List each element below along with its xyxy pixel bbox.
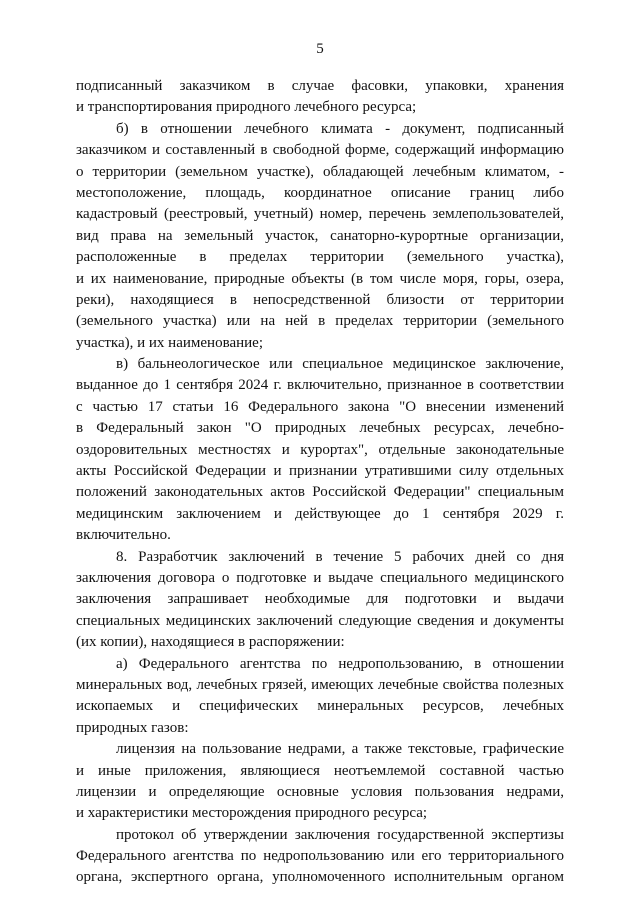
text-line: заключения запрашивает необходимые для подготовки и выдачи [76,591,564,608]
text-line: местоположение, площадь, координатное описание границ либо [76,184,564,201]
text-line: акты Российской Федерации и признании утратившими силу отдельных [76,463,564,480]
text-line: и иные приложения, являющиеся неотъемлемой составной частью [76,762,564,779]
text-line: 8. Разработчик заключений в течение 5 рабочих дней со дня [116,548,564,565]
text-line: оздоровительных местностях и курортах", отдельные законодательные [76,441,564,458]
text-line: заказчиком и составленный в свободной форме, содержащий информацию [76,142,564,159]
text-line: ископаемых и специфических минеральных ресурсов, лечебных [76,698,564,715]
text-line: специальных медицинских заключений следующие сведения и документы [76,612,564,629]
text-line: с частью 17 статьи 16 Федерального закона "О внесении изменений [76,398,564,415]
text-line: минеральных вод, лечебных грязей, имеющих лечебные свойства полезных [76,676,564,693]
text-line: и их наименование, природные объекты (в том числе моря, горы, озера, [76,270,564,287]
text-line: медицинским заключением и действующее до 1 сентября 2029 г. [76,505,564,522]
text-line: вид права на земельный участок, санаторно-курортные организации, [76,227,564,244]
text-line: заключения договора о подготовке и выдаче специального медицинского [76,569,564,586]
text-line: Федерального агентства по недропользованию или его территориального [76,848,564,865]
text-line: б) в отношении лечебного климата - документ, подписанный [116,120,564,137]
text-line: и характеристики месторождения природного ресурса; [76,805,428,822]
text-line: (их копии), находящиеся в распоряжении: [76,634,345,651]
text-line: участка), и их наименование; [76,334,263,351]
text-line: включительно. [76,527,171,544]
text-line: лицензия на пользование недрами, а также текстовые, графические [116,741,564,758]
text-line: кадастровый (реестровый, учетный) номер, перечень землепользователей, [76,206,564,223]
text-line: реки), находящиеся в непосредственной близости от территории [76,291,564,308]
page-number: 5 [316,41,324,57]
text-line: в Федеральный закон "О природных лечебных ресурсах, лечебно- [76,420,564,437]
document-body [76,76,564,889]
text-line: природных газов: [76,719,189,736]
text-line: выданное до 1 сентября 2024 г. включительно, признанное в соответствии [76,377,564,394]
text-line: органа, экспертного органа, уполномоченного исполнительным органом [76,869,564,886]
text-line: (земельного участка) или на ней в пределах территории (земельного [76,313,564,330]
text-line: подписанный заказчиком в случае фасовки, упаковки, хранения [76,78,564,94]
text-line: а) Федерального агентства по недропользованию, в отношении [116,655,564,672]
text-line: положений законодательных актов Российской Федерации" специальным [76,484,564,501]
text-line: лицензии и определяющие основные условия пользования недрами, [76,783,564,800]
text-line: и транспортирования природного лечебного ресурса; [76,99,417,116]
text-line: протокол об утверждении заключения государственной экспертизы [116,826,564,843]
text-line: в) бальнеологическое или специальное медицинское заключение, [116,356,564,373]
text-line: расположенные в пределах территории (земельного участка), [76,249,564,266]
text-line: о территории (земельном участке), обладающей лечебным климатом, - [76,163,564,180]
